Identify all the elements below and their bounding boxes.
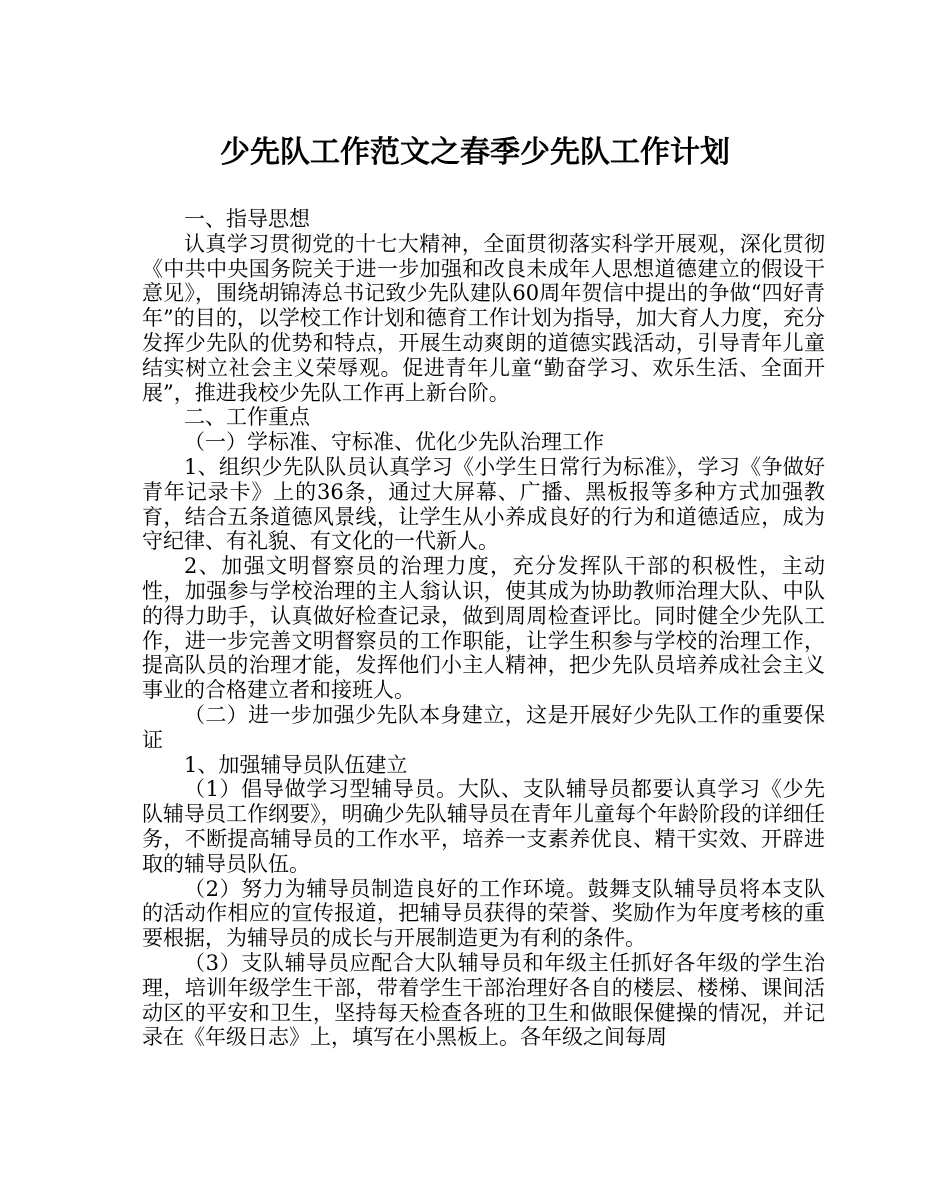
paragraph: （3）支队辅导员应配合大队辅导员和年级主任抓好各年级的学生治理，培训年级学生干部，带着学生干部治理好各自的楼层、楼梯、课间活动区的平安和卫生，坚持每天检查各班的卫生和做眼保健操的情况，并记录在《年级日志》上，填写在小黑板上。各年级之间每周 [142, 950, 825, 1050]
subheading: （一）学标准、守标准、优化少先队治理工作 [184, 430, 604, 455]
paragraph: （2）努力为辅导员制造良好的工作环境。鼓舞支队辅导员将本支队的活动作相应的宣传报道，把辅导员获得的荣誉、奖励作为年度考核的重要根据，为辅导员的成长与开展制造更为有利的条件。 [142, 876, 825, 951]
paragraph: 1、组织少先队队员认真学习《小学生日常行为标准》，学习《争做好青年记录卡》上的36条，通过大屏幕、广播、黑板报等多种方式加强教育，结合五条道德风景线，让学生从小养成良好的行为和道德适应，成为守纪律、有礼貌、有文化的一代新人。 [142, 454, 825, 554]
heading-guiding-ideology: 一、指导思想 [184, 207, 310, 231]
paragraph: 认真学习贯彻党的十七大精神，全面贯彻落实科学开展观，深化贯彻《中共中央国务院关于进一步加强和改良未成年人思想道德建立的假设干意见》，围绕胡锦涛总书记致少先队建队60周年贺信中提出的争做“四好青年”的目的，以学校工作计划和德育工作计划为指导，加大育人力度，充分发挥少先队的优势和特点，开展生动爽朗的道德实践活动，引导青年儿童结实树立社会主义荣辱观。促进青年儿童“勤奋学习、欢乐生活、全面开展”，推进我校少先队工作再上新台阶。 [142, 231, 825, 405]
paragraph: 2、加强文明督察员的治理力度，充分发挥队干部的积极性，主动性，加强参与学校治理的主人翁认识，使其成为协助教师治理大队、中队的得力助手，认真做好检查记录，做到周周检查评比。同时健全少先队工作，进一步完善文明督察员的工作职能，让学生积参与学校的治理工作，提高队员的治理才能，发挥他们小主人精神，把少先队员培养成社会主义事业的合格建立者和接班人。 [142, 554, 825, 703]
heading-work-focus: 二、工作重点 [184, 405, 310, 430]
document-body [142, 207, 825, 1050]
paragraph: 1、加强辅导员队伍建立 [184, 752, 408, 777]
subheading: （二）进一步加强少先队本身建立，这是开展好少先队工作的重要保证 [142, 702, 825, 752]
paragraph: （1）倡导做学习型辅导员。大队、支队辅导员都要认真学习《少先队辅导员工作纲要》，明确少先队辅导员在青年儿童每个年龄阶段的详细任务，不断提高辅导员的工作水平，培养一支素养优良、精干实效、开辟进取的辅导员队伍。 [142, 777, 825, 876]
document-title: 少先队工作范文之春季少先队工作计划 [220, 135, 730, 170]
